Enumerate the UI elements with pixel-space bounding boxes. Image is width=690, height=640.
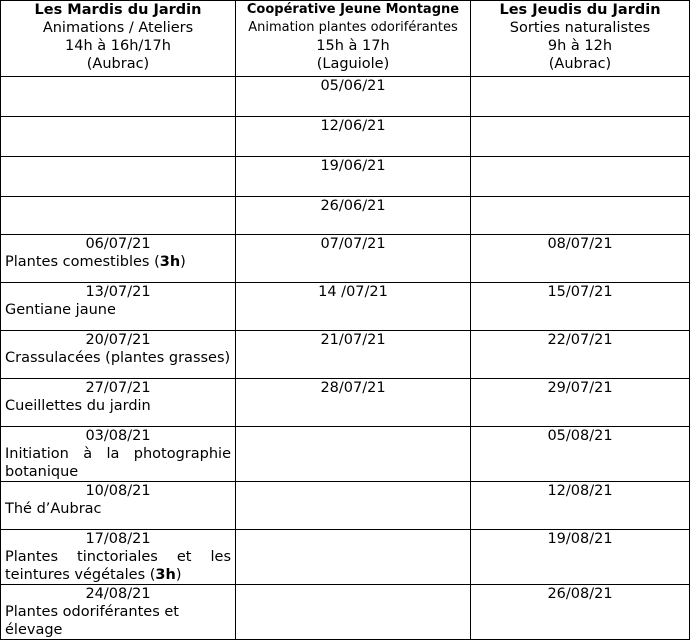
tuesday-date: 27/07/21 [85, 380, 151, 396]
thursday-date: 26/08/21 [547, 586, 613, 602]
coop-date: 19/06/21 [320, 158, 386, 174]
tuesday-cell [1, 379, 236, 427]
tuesday-cell [1, 197, 236, 235]
tuesday-cell [1, 530, 236, 585]
tuesday-date: 20/07/21 [85, 332, 151, 348]
table-row [1, 530, 690, 585]
column-hours: 14h à 16h/17h [65, 38, 171, 54]
activity-text: Plantes tinctoriales et les teintures végétales ( [5, 549, 231, 583]
table-row [1, 331, 690, 379]
coop-cell [236, 235, 471, 283]
tuesday-date: 17/08/21 [85, 531, 151, 547]
activity-text: Plantes odoriférantes et élevage [5, 604, 179, 638]
column-title: Les Mardis du Jardin [34, 2, 202, 18]
column-location: (Aubrac) [548, 56, 612, 72]
thursday-cell [471, 585, 690, 640]
tuesday-activity [5, 301, 231, 319]
tuesday-activity [5, 500, 231, 518]
thursday-date: 19/08/21 [547, 531, 613, 547]
tuesday-activity [5, 603, 231, 639]
tuesday-activity [5, 397, 231, 415]
column-hours: 9h à 12h [547, 38, 613, 54]
activity-text: Thé d’Aubrac [5, 501, 102, 517]
thursday-cell [471, 482, 690, 530]
duration-bold: 3h [159, 254, 181, 270]
coop-date: 26/06/21 [320, 198, 386, 214]
activity-text: Initiation à la photographie botanique [5, 446, 231, 480]
coop-cell [236, 530, 471, 585]
coop-date: 07/07/21 [320, 236, 386, 252]
header-row [1, 1, 690, 77]
table-row [1, 77, 690, 117]
tuesday-cell [1, 482, 236, 530]
table-row [1, 117, 690, 157]
schedule-body [1, 77, 690, 640]
table-row [1, 197, 690, 235]
activity-text: Cueillettes du jardin [5, 398, 151, 414]
thursday-date: 22/07/21 [547, 332, 613, 348]
coop-date: 21/07/21 [320, 332, 386, 348]
activity-text: Crassulacées (plantes grasses) [5, 350, 231, 366]
table-row [1, 427, 690, 482]
coop-cell [236, 331, 471, 379]
coop-cell [236, 157, 471, 197]
tuesday-cell [1, 585, 236, 640]
tuesday-activity [5, 349, 231, 367]
coop-cell [236, 427, 471, 482]
tuesday-cell [1, 427, 236, 482]
column-location: (Aubrac) [86, 56, 150, 72]
thursday-cell [471, 77, 690, 117]
activity-text: Plantes comestibles ( [5, 254, 160, 270]
thursday-date: 12/08/21 [547, 483, 613, 499]
activity-text-end: ) [175, 567, 182, 583]
column-hours: 15h à 17h [316, 38, 390, 54]
thursday-cell [471, 157, 690, 197]
tuesday-cell [1, 283, 236, 331]
tuesday-date: 06/07/21 [85, 236, 151, 252]
column-location: (Laguiole) [316, 56, 390, 72]
coop-cell [236, 585, 471, 640]
thursday-cell [471, 530, 690, 585]
table-row [1, 379, 690, 427]
column-subtitle: Sorties naturalistes [509, 20, 651, 36]
thursday-cell [471, 427, 690, 482]
activity-text-end: ) [180, 254, 186, 270]
thursday-cell [471, 197, 690, 235]
thursday-cell [471, 235, 690, 283]
table-row [1, 482, 690, 530]
thursday-cell [471, 117, 690, 157]
duration-bold: 3h [155, 567, 176, 583]
table-row [1, 235, 690, 283]
column-subtitle: Animations / Ateliers [42, 20, 194, 36]
activity-text: Gentiane jaune [5, 302, 116, 318]
column-title: Les Jeudis du Jardin [499, 2, 661, 18]
tuesday-date: 24/08/21 [85, 586, 151, 602]
coop-cell [236, 283, 471, 331]
table-row [1, 157, 690, 197]
coop-cell [236, 482, 471, 530]
coop-date: 14 /07/21 [318, 284, 388, 300]
tuesday-cell [1, 77, 236, 117]
coop-date: 12/06/21 [320, 118, 386, 134]
tuesday-date: 03/08/21 [85, 428, 151, 444]
tuesday-cell [1, 235, 236, 283]
tuesday-date: 13/07/21 [85, 284, 151, 300]
tuesday-activity [5, 445, 231, 481]
thursday-date: 15/07/21 [547, 284, 613, 300]
tuesday-activity [5, 253, 231, 271]
thursday-date: 05/08/21 [547, 428, 613, 444]
tuesday-cell [1, 157, 236, 197]
coop-cell [236, 117, 471, 157]
tuesday-cell [1, 117, 236, 157]
thursday-date: 08/07/21 [547, 236, 613, 252]
thursday-date: 29/07/21 [547, 380, 613, 396]
column-subtitle: Animation plantes odoriférantes [248, 20, 458, 35]
thursday-cell [471, 283, 690, 331]
coop-date: 05/06/21 [320, 78, 386, 94]
column-header-thursdays [471, 1, 690, 77]
coop-cell [236, 379, 471, 427]
coop-cell [236, 197, 471, 235]
thursday-cell [471, 379, 690, 427]
thursday-cell [471, 331, 690, 379]
tuesday-activity [5, 548, 231, 584]
coop-cell [236, 77, 471, 117]
coop-date: 28/07/21 [320, 380, 386, 396]
tuesday-cell [1, 331, 236, 379]
column-header-tuesdays [1, 1, 236, 77]
tuesday-date: 10/08/21 [85, 483, 151, 499]
table-row [1, 585, 690, 640]
table-row [1, 283, 690, 331]
column-header-coop [236, 1, 471, 77]
column-title: Coopérative Jeune Montagne [246, 2, 460, 17]
